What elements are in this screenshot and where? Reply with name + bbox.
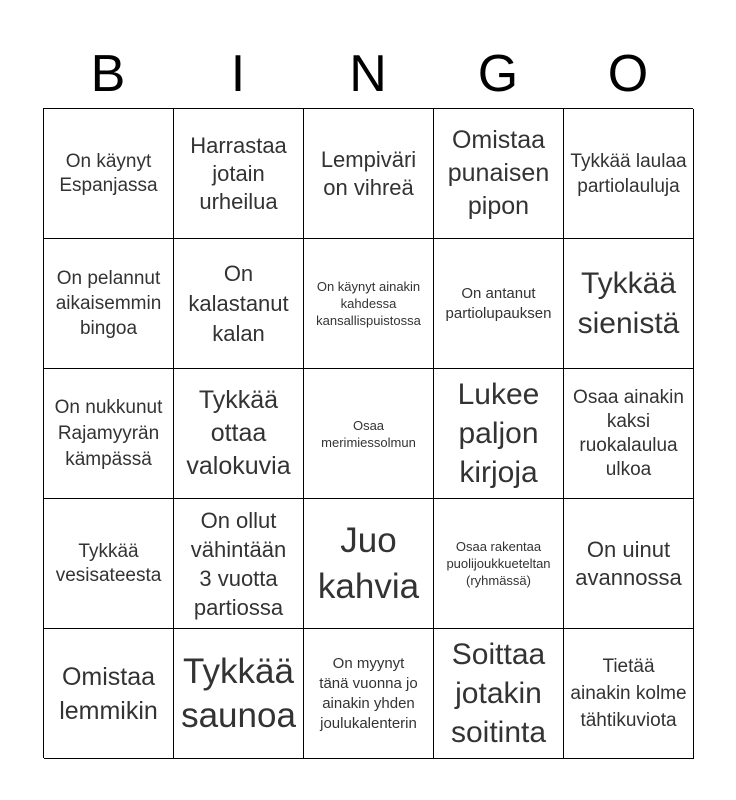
cell-text: On ollut vähintään 3 vuotta partiossa [190, 507, 287, 620]
bingo-cell[interactable] [174, 369, 304, 499]
bingo-cell[interactable] [44, 369, 174, 499]
cell-text: Lempiväri on vihreä [320, 146, 417, 200]
bingo-cell[interactable] [564, 629, 694, 759]
cell-text: Tykkää vesisateesta [55, 540, 162, 586]
cell-text: On uinut avannossa [575, 536, 682, 590]
bingo-cell[interactable] [434, 369, 564, 499]
header-letter-b: B [90, 45, 126, 103]
bingo-cell[interactable] [564, 109, 694, 239]
cell-text: Juo kahvia [317, 520, 420, 606]
bingo-cell[interactable] [564, 369, 694, 499]
bingo-cell[interactable] [304, 109, 434, 239]
cell-text: On pelannut aikaisemmin bingoa [55, 268, 162, 339]
bingo-cell[interactable] [44, 109, 174, 239]
cell-text: Tykkää ottaa valokuvia [186, 386, 291, 480]
bingo-cell[interactable] [44, 499, 174, 629]
bingo-cell[interactable] [564, 499, 694, 629]
bingo-cell[interactable] [564, 239, 694, 369]
header-letter-i: I [230, 45, 246, 103]
cell-text: Tykkää saunoa [181, 651, 296, 735]
cell-text: On käynyt Espanjassa [59, 150, 158, 196]
cell-text: Tietää ainakin kolme tähtikuviota [570, 656, 687, 731]
cell-text: On antanut partiolupauksen [445, 284, 552, 322]
cell-text: On käynyt ainakin kahdessa kansallispuistossa [316, 279, 421, 328]
cell-text: Osaa ainakin kaksi ruokalaulua ulkoa [573, 386, 684, 480]
bingo-grid [43, 108, 693, 758]
bingo-cell[interactable] [304, 629, 434, 759]
bingo-cell[interactable] [434, 629, 564, 759]
bingo-cell[interactable] [174, 109, 304, 239]
cell-text: On kalastanut kalan [188, 260, 289, 346]
cell-text: Harrastaa jotain urheilua [190, 132, 287, 214]
bingo-cell[interactable] [434, 109, 564, 239]
bingo-cell[interactable] [434, 239, 564, 369]
bingo-cell[interactable] [434, 499, 564, 629]
bingo-cell[interactable] [174, 239, 304, 369]
cell-text: Osaa merimiessolmun [321, 417, 416, 450]
cell-text: On myynyt tänä vuonna jo ainakin yhden joulukalenterin [319, 654, 418, 732]
header-letter-o: O [607, 45, 649, 103]
bingo-cell[interactable] [304, 499, 434, 629]
cell-text: Lukee paljon kirjoja [457, 378, 540, 489]
header-letter-n: N [349, 45, 387, 103]
bingo-cell[interactable] [304, 239, 434, 369]
cell-text: Osaa rakentaa puolijoukkueteltan (ryhmässä) [446, 539, 551, 588]
cell-text: Tykkää laulaa partiolauluja [570, 150, 687, 197]
bingo-cell[interactable] [44, 629, 174, 759]
cell-text: Tykkää sienistä [577, 266, 680, 340]
bingo-cell[interactable] [44, 239, 174, 369]
cell-text: Omistaa lemmikin [59, 662, 158, 725]
header-letter-g: G [477, 45, 519, 103]
bingo-cell[interactable] [304, 369, 434, 499]
bingo-header [43, 40, 693, 108]
cell-text: Omistaa punaisen pipon [447, 126, 550, 220]
cell-text: Soittaa jotakin soitinta [450, 638, 547, 749]
cell-text: On nukkunut Rajamyyrän kämpässä [54, 396, 163, 470]
bingo-cell[interactable] [174, 629, 304, 759]
bingo-cell[interactable] [174, 499, 304, 629]
